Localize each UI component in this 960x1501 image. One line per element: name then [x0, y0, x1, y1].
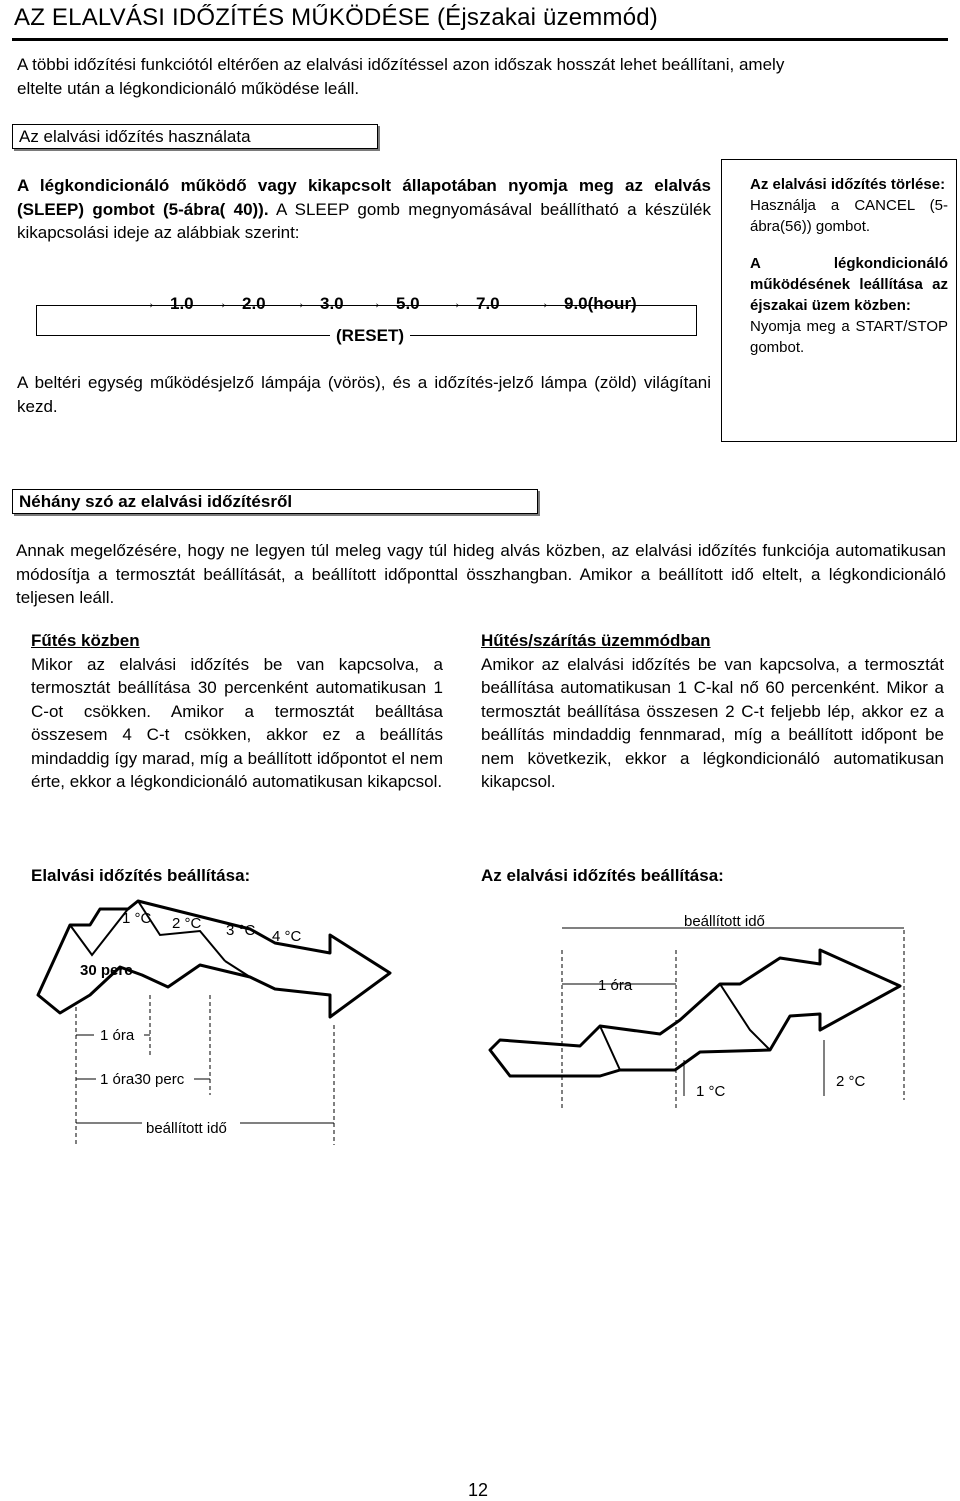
- delete-text: Használja a CANCEL (5-ábra(56)) gombot.: [750, 197, 948, 235]
- cooling-text: Amikor az elalvási időzítés be van kapcsolva, a termosztát beállítása automatikusan 1 C-kal nő 60 percenként. Mikor a termosztát beállítása összesen 2 C-t feljebb lép, akkor ez a beállítás mindaddig fennmarad, míg a beállított időpont be nem következik, ekkor a légkondicionáló automatikusan kikapcsol.: [481, 654, 944, 791]
- sequence-arrow-5: →: [534, 295, 550, 312]
- sidebar-box: [721, 159, 957, 442]
- reset-label: (RESET): [336, 326, 404, 345]
- usage-paragraph: [17, 174, 711, 245]
- page-title: AZ ELALVÁSI IDŐZÍTÉS MŰKÖDÉSE (Éjszakai üzemmód): [14, 4, 658, 31]
- sequence-arrow-2: →: [290, 295, 306, 312]
- right-step-label-1: 1 °C: [696, 1083, 726, 1100]
- sequence-value-2: 3.0: [320, 294, 344, 313]
- cooling-column: [481, 629, 944, 794]
- right-one-hour-label: 1 óra: [598, 977, 633, 994]
- usage-text: A SLEEP gomb megnyomásával beállítható a készülék kikapcsolási ideje az alábbiak szerint:: [17, 199, 711, 242]
- sequence-arrow-1: →: [212, 295, 228, 312]
- left-diagram-heading: Elalvási időzítés beállítása:: [31, 866, 251, 885]
- usage-bold-text: A légkondicionáló működő vagy kikapcsolt állapotában nyomja meg az elalvás (SLEEP) gombot (5-ábra( 40)).: [17, 176, 711, 219]
- about-heading: Néhány szó az elalvási időzítésről: [12, 489, 538, 514]
- sequence-value-1: 2.0: [242, 294, 266, 313]
- right-set-time-label: beállított idő: [684, 913, 765, 930]
- cooling-heading: Hűtés/szárítás üzemmódban: [481, 631, 711, 650]
- sequence-arrow-0: →: [140, 295, 156, 312]
- heating-step-diagram: [30, 895, 470, 1155]
- intro-paragraph: [17, 53, 947, 100]
- usage-heading: Az elalvási időzítés használata: [12, 124, 378, 149]
- heating-column: [31, 629, 443, 794]
- intro-line-2: eltelte után a légkondicionáló működése leáll.: [17, 78, 360, 98]
- interval-label: 30 perc: [80, 962, 133, 979]
- sequence-labels: [170, 294, 637, 313]
- delete-heading: Az elalvási időzítés törlése:: [750, 176, 946, 193]
- right-diagram-heading: Az elalvási időzítés beállítása:: [481, 866, 724, 885]
- cooling-step-diagram: [480, 900, 920, 1130]
- right-step-label-2: 2 °C: [836, 1073, 866, 1090]
- step-label-3: 3 °C: [226, 922, 256, 939]
- page-number: 12: [468, 1480, 489, 1500]
- one-hour-label: 1 óra: [100, 1027, 135, 1044]
- stop-heading: A légkondicionáló működésének leállítása az éjszakai üzem közben:: [750, 255, 948, 314]
- title-rule: [12, 38, 948, 41]
- lamp-paragraph: A beltéri egység működésjelző lámpája (vörös), és a időzítés-jelző lámpa (zöld) világítani kezd.: [17, 373, 711, 416]
- sleep-sequence-diagram: [30, 288, 710, 348]
- step-label-4: 4 °C: [272, 928, 302, 945]
- step-label-1: 1 °C: [122, 910, 152, 927]
- one-hour-30-label: 1 óra30 perc: [100, 1071, 185, 1088]
- sequence-arrow-3: →: [366, 295, 382, 312]
- cooling-arrow-outline: [490, 950, 900, 1076]
- left-set-time-label: beállított idő: [146, 1120, 227, 1137]
- intro-line-1: A többi időzítési funkciótól eltérően az elalvási időzítéssel azon időszak hosszát lehet beállítani, amely: [17, 55, 785, 74]
- heating-arrow-outline: [38, 901, 390, 1017]
- sequence-value-5: 9.0(hour): [564, 294, 637, 313]
- sequence-value-3: 5.0: [396, 294, 420, 313]
- step-label-2: 2 °C: [172, 915, 202, 932]
- stop-text: Nyomja meg a START/STOP gombot.: [750, 318, 948, 356]
- sequence-arrow-4: →: [446, 295, 462, 312]
- heating-heading: Fűtés közben: [31, 631, 140, 650]
- about-paragraph: Annak megelőzésére, hogy ne legyen túl meleg vagy túl hideg alvás közben, az elalvási időzítés funkciója automatikusan módosítja a termosztát beállítását, a beállított időponttal összhangban. Amikor a beállított idő eltelt, a légkondicionáló teljesen leáll.: [16, 541, 946, 607]
- sequence-value-0: 1.0: [170, 294, 194, 313]
- sequence-value-4: 7.0: [476, 294, 500, 313]
- heating-text: Mikor az elalvási időzítés be van kapcsolva, a termosztát beállítása 30 percenként automatikusan 1 C-ot csökken. Amikor a termosztát beálltása összesem 4 C-t csökken, akkor ez a beállítás mindaddig így marad, míg a beállított időpontot el nem érte, ekkor a légkondicionáló automatikusan kikapcsol.: [31, 654, 443, 791]
